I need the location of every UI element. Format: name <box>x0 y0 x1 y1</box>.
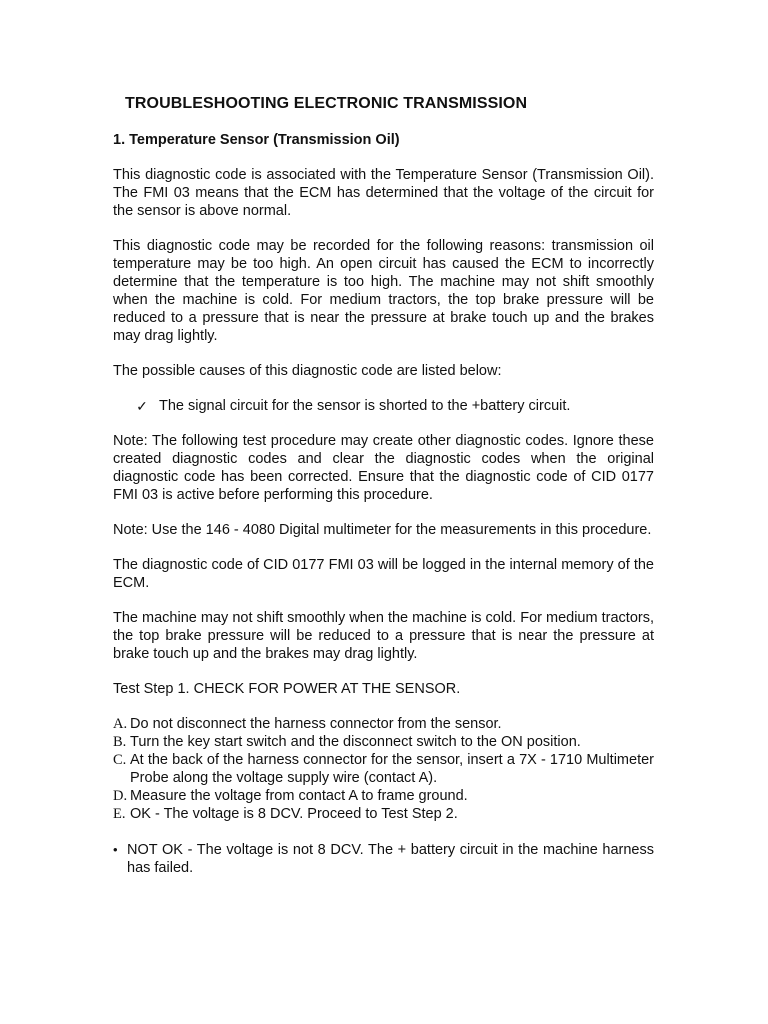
bullet-icon: • <box>113 842 118 857</box>
document-title: TROUBLESHOOTING ELECTRONIC TRANSMISSION <box>125 95 528 112</box>
step-item <box>113 715 654 733</box>
step-text: Do not disconnect the harness connector from the sensor. <box>130 716 502 732</box>
step-text: At the back of the harness connector for the sensor, insert a 7X - 1710 Multimeter Probe along the voltage supply wire (contact A). <box>130 752 654 786</box>
step-text: Turn the key start switch and the disconnect switch to the ON position. <box>130 734 581 750</box>
causes-intro-paragraph: The possible causes of this diagnostic code are listed below: <box>113 363 502 379</box>
step-text: Measure the voltage from contact A to frame ground. <box>130 788 468 804</box>
reasons-paragraph: This diagnostic code may be recorded for the following reasons: transmission oil temperature may be too high. An open circuit has caused the ECM to incorrectly determine that the temperature is too high. The machine may not shift smoothly when the machine is cold. For medium tractors, the top brake pressure will be reduced to a pressure that is near the pressure at brake touch up and the brakes may drag lightly. <box>113 238 654 344</box>
causes-list <box>113 397 654 415</box>
step-marker: C. <box>113 752 127 768</box>
section-heading: 1. Temperature Sensor (Transmission Oil) <box>113 132 400 148</box>
note-multimeter-paragraph: Note: Use the 146 - 4080 Digital multimeter for the measurements in this procedure. <box>113 522 652 538</box>
step-marker: A. <box>113 716 128 732</box>
cause-text: The signal circuit for the sensor is shorted to the +battery circuit. <box>159 398 571 414</box>
result-bullet-item <box>113 841 654 877</box>
intro-paragraph: This diagnostic code is associated with the Temperature Sensor (Transmission Oil). The FMI 03 means that the ECM has determined that the voltage of the circuit for the sensor is above normal. <box>113 167 654 219</box>
test-step-list <box>113 715 654 823</box>
step-item <box>113 751 654 787</box>
cause-item <box>135 397 654 415</box>
step-item <box>113 805 654 823</box>
result-bullet-list <box>113 841 654 877</box>
logged-code-paragraph: The diagnostic code of CID 0177 FMI 03 will be logged in the internal memory of the ECM. <box>113 557 654 591</box>
document-page <box>113 94 654 877</box>
step-item <box>113 787 654 805</box>
step-marker: B. <box>113 734 127 750</box>
step-item <box>113 733 654 751</box>
step-text: OK - The voltage is 8 DCV. Proceed to Test Step 2. <box>130 806 458 822</box>
bullet-text: NOT OK - The voltage is not 8 DCV. The + battery circuit in the machine harness has failed. <box>127 842 654 876</box>
note-test-procedure-paragraph: Note: The following test procedure may create other diagnostic codes. Ignore these created diagnostic codes and clear the diagnostic codes when the original diagnostic code has been corrected. Ensure that the diagnostic code of CID 0177 FMI 03 is active before performing this procedure. <box>113 433 654 503</box>
step-marker: E. <box>113 806 126 822</box>
test-step-heading: Test Step 1. CHECK FOR POWER AT THE SENSOR. <box>113 681 461 697</box>
step-marker: D. <box>113 788 128 804</box>
shift-warning-paragraph: The machine may not shift smoothly when the machine is cold. For medium tractors, the top brake pressure will be reduced to a pressure that is near the pressure at brake touch up and the brakes may drag lightly. <box>113 610 654 662</box>
checkmark-icon: ✓ <box>136 398 148 414</box>
